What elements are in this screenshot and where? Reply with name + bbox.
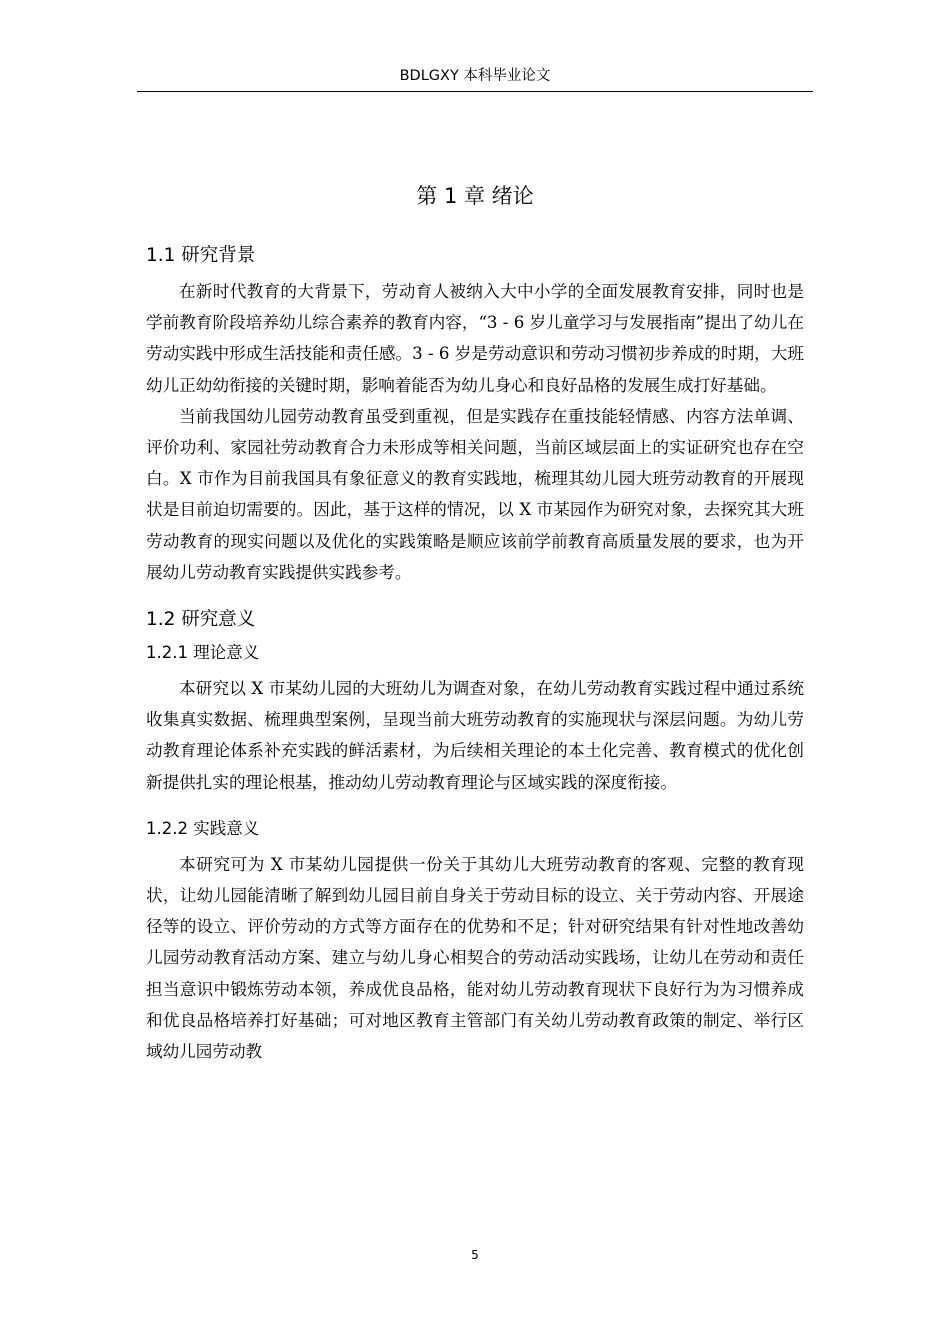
background-paragraph-2: 当前我国幼儿园劳动教育虽受到重视，但是实践存在重技能轻情感、内容方法单调、评价功利、家园社劳动教育合力未形成等相关问题，当前区域层面上的实证研究也存在空白。X 市作为目前我国具有象征意义的教育实践地，梳理其幼儿园大班劳动教育的开展现状是目前迫切需要的。因此，基于这样的情况，以 X 市某园作为研究对象，去探究其大班劳动教育的现实问题以及优化的实践策略是顺应该前学前教育高质量发展的要求，也为开展幼儿劳动教育实践提供实践参考。 (146, 406, 804, 582)
subsection-heading-practice: 1.2.2 实践意义 (146, 818, 260, 838)
subsection-heading-theory: 1.2.1 理论意义 (146, 643, 260, 663)
section-heading-background: 1.1 研究背景 (146, 245, 256, 266)
page-body (146, 180, 804, 1067)
theory-paragraph: 本研究以 X 市某幼儿园的大班幼儿为调查对象，在幼儿劳动教育实践过程中通过系统收集真实数据、梳理典型案例，呈现当前大班劳动教育的实施现状与深层问题。为幼儿劳动教育理论体系补充实践的鲜活素材，为后续相关理论的本土化完善、教育模式的优化创新提供扎实的理论根基，推动幼儿劳动教育理论与区域实践的深度衔接。 (146, 679, 804, 792)
page-number: 5 (471, 1248, 479, 1262)
running-header: BDLGXY 本科毕业论文 (399, 68, 551, 84)
practice-paragraph: 本研究可为 X 市某幼儿园提供一份关于其幼儿大班劳动教育的客观、完整的教育现状，让幼儿园能清晰了解到幼儿园目前自身关于劳动目标的设立、关于劳动内容、开展途径等的设立、评价劳动的方式等方面存在的优势和不足；针对研究结果有针对性地改善幼儿园劳动教育活动方案、建立与幼儿身心相契合的劳动活动实践场，让幼儿在劳动和责任担当意识中锻炼劳动本领，养成优良品格，能对幼儿劳动教育现状下良好行为为习惯养成和优良品格培养打好基础；可对地区教育主管部门有关幼儿劳动教育政策的制定、举行区域幼儿园劳动教 (146, 854, 804, 1062)
section-heading-significance: 1.2 研究意义 (146, 609, 256, 631)
background-paragraph-1: 在新时代教育的大背景下，劳动育人被纳入大中小学的全面发展教育安排，同时也是学前教育阶段培养幼儿综合素养的教育内容，“3 - 6 岁儿童学习与发展指南”提出了幼儿在劳动实践中形成生活技能和责任感。3 - 6 岁是劳动意识和劳动习惯初步养成的时期，大班幼儿正幼幼衔接的关键时期，影响着能否为幼儿身心和良好品格的发展生成打好基础。 (146, 282, 804, 395)
header-rule (137, 91, 813, 92)
chapter-title: 第 1 章 绪论 (416, 184, 534, 208)
